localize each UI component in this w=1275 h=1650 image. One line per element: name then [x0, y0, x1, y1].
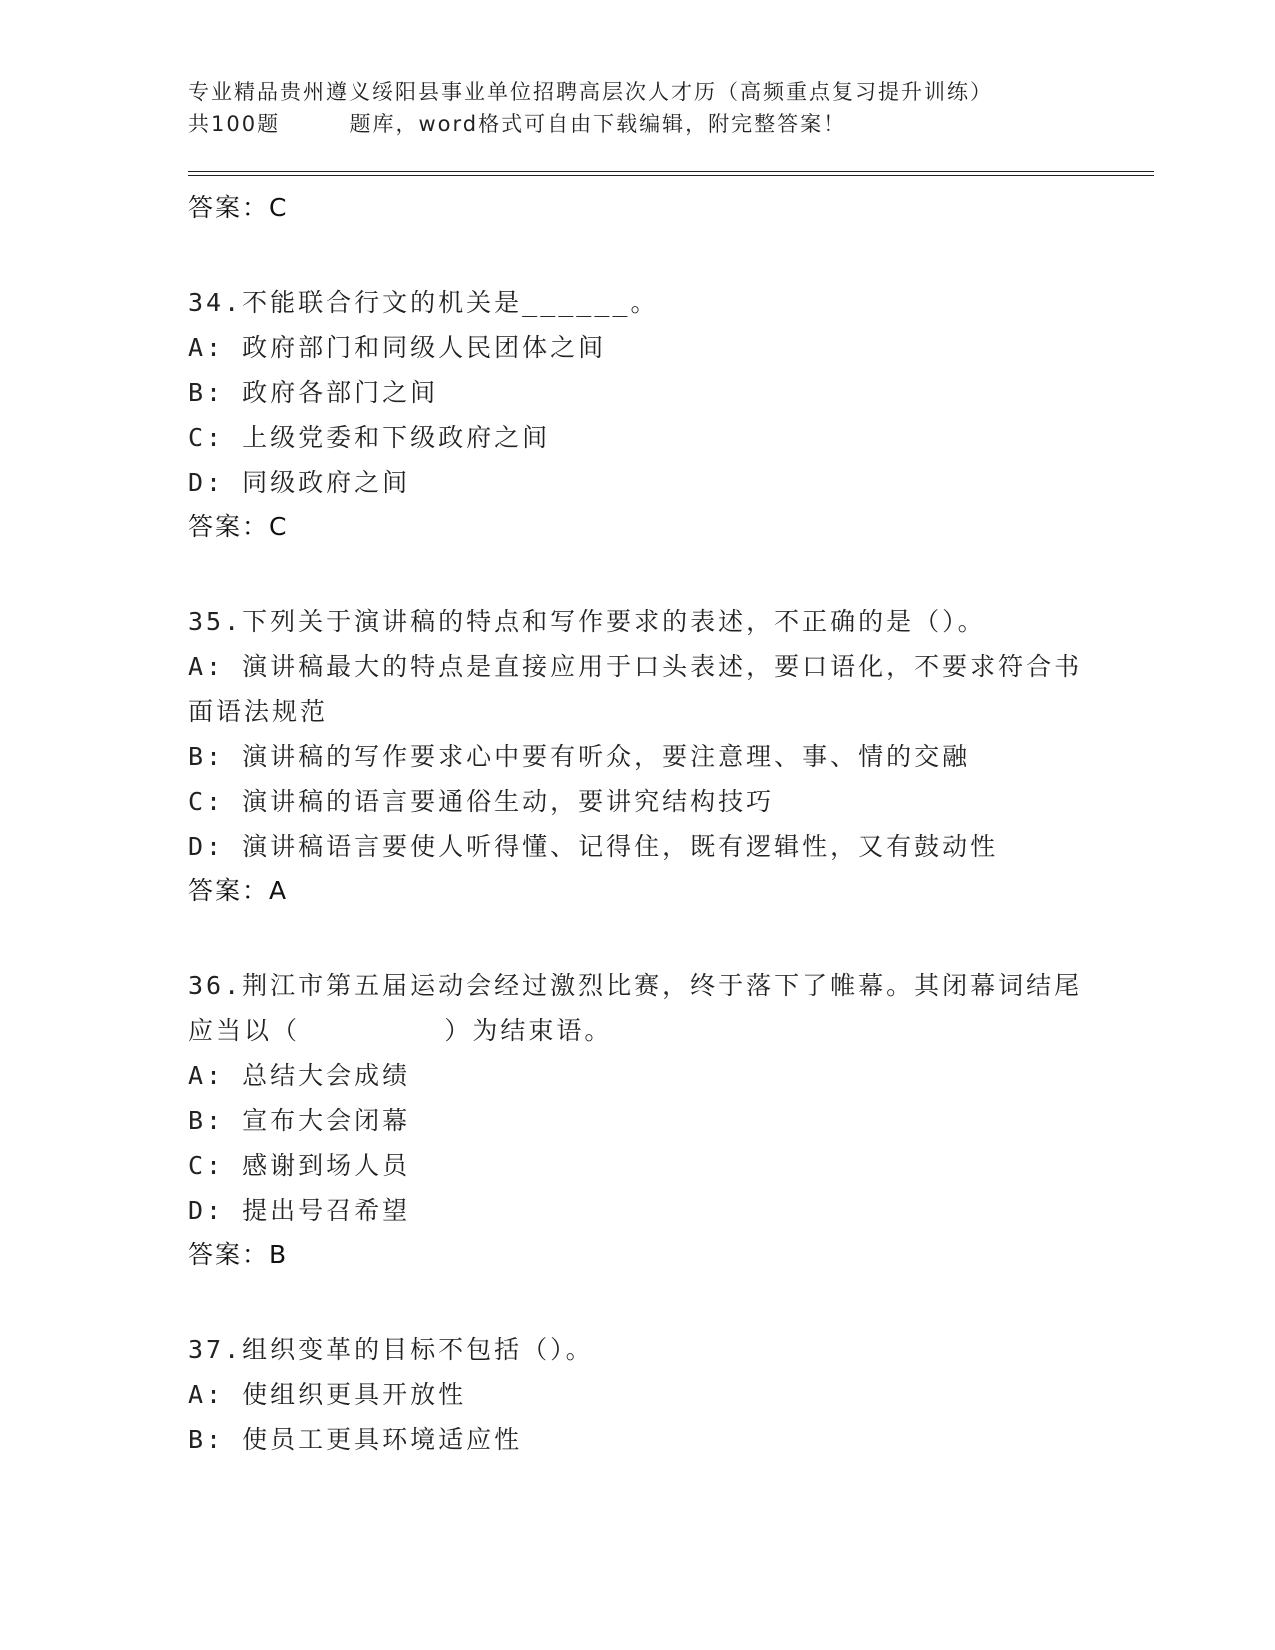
header-title-line: 专业精品贵州遵义绥阳县事业单位招聘高层次人才历（高频重点复习提升训练） — [188, 80, 993, 104]
option-a: A: 政府部门和同级人民团体之间 — [188, 333, 607, 362]
question-item — [188, 599, 1088, 909]
option-a: A: 总结大会成绩 — [188, 1061, 411, 1090]
header-rule-top — [188, 171, 1154, 172]
option-d: D: 同级政府之间 — [188, 468, 411, 497]
answer-label: 答案：A — [188, 876, 289, 905]
option-c: C: 感谢到场人员 — [188, 1151, 411, 1180]
option-c: C: 上级党委和下级政府之间 — [188, 423, 551, 452]
option-d: D: 提出号召希望 — [188, 1196, 411, 1225]
option-c: C: 演讲稿的语言要通俗生动，要讲究结构技巧 — [188, 787, 775, 816]
option-a: A: 使组织更具开放性 — [188, 1380, 467, 1409]
question-text: 37.组织变革的目标不包括（）。 — [188, 1335, 594, 1364]
answer-label: 答案：B — [188, 1240, 289, 1269]
answer-label: 答案：C — [188, 512, 289, 541]
header-subtitle-line: 共100题 题库，word格式可自由下载编辑，附完整答案！ — [188, 112, 847, 136]
document-header — [188, 76, 1108, 140]
answer-label: 答案：C — [188, 193, 289, 222]
question-text: 34.不能联合行文的机关是______。 — [188, 288, 659, 317]
question-item — [188, 280, 1088, 545]
option-b: B: 政府各部门之间 — [188, 378, 439, 407]
option-b: B: 演讲稿的写作要求心中要有听众，要注意理、事、情的交融 — [188, 742, 971, 771]
question-item — [188, 963, 1088, 1273]
option-b: B: 宣布大会闭幕 — [188, 1106, 411, 1135]
option-d: D: 演讲稿语言要使人听得懂、记得住，既有逻辑性，又有鼓动性 — [188, 832, 999, 861]
question-list — [188, 190, 1088, 1462]
question-text: 35.下列关于演讲稿的特点和写作要求的表述，不正确的是（）。 — [188, 607, 986, 636]
header-rule-bottom — [188, 175, 1154, 176]
question-text: 36.荆江市第五届运动会经过激烈比赛，终于落下了帷幕。其闭幕词结尾应当以（ ）为结束语。 — [188, 971, 1083, 1045]
question-item — [188, 1327, 1088, 1462]
option-a: A: 演讲稿最大的特点是直接应用于口头表述，要口语化，不要求符合书面语法规范 — [188, 652, 1083, 726]
option-b: B: 使员工更具环境适应性 — [188, 1425, 523, 1454]
